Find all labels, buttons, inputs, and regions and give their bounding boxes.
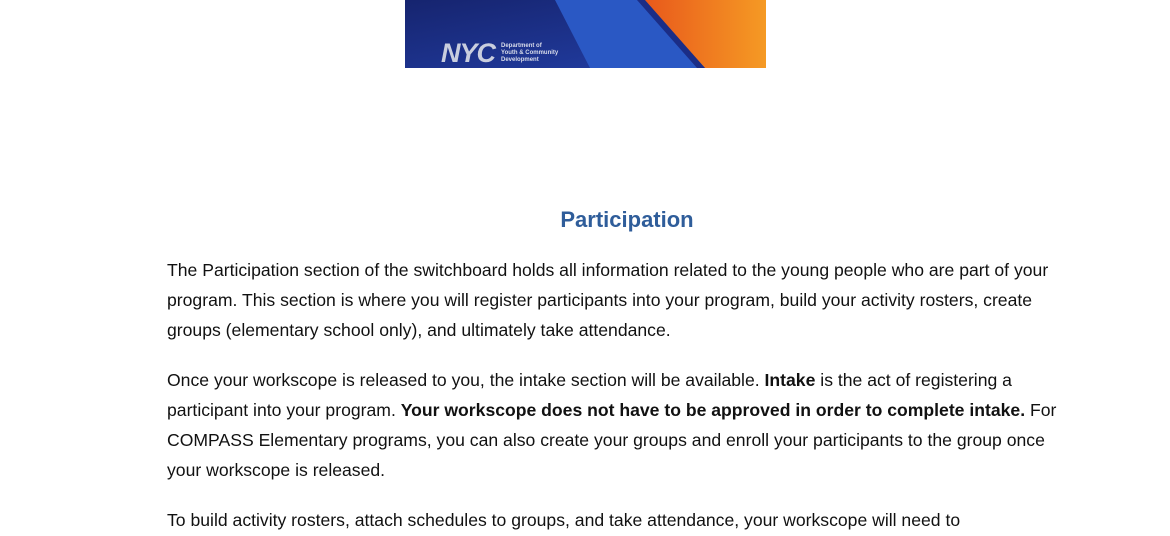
paragraph-intake: Once your workscope is released to you, the intake section will be available. Intake is the act of registering a participant into your program. Your workscope does not have to be approved in order to complete intake. For COMPASS Elementary programs, you can also create your groups and enroll your participants to the group once your workscope is released.	[167, 370, 1057, 480]
nyc-logo-mark: NYC	[441, 38, 496, 68]
header-banner	[405, 0, 766, 68]
section-title: Participation	[560, 207, 694, 232]
approval-note: Your workscope does not have to be approved in order to complete intake.	[400, 400, 1026, 420]
intake-term: Intake	[764, 370, 816, 390]
dycd-wordmark: Department of Youth & Community Development	[501, 42, 559, 63]
nyc-logo	[441, 39, 558, 67]
paragraph-rosters: To build activity rosters, attach schedules to groups, and take attendance, your workscope will need to	[167, 510, 961, 530]
paragraph-overview: The Participation section of the switchboard holds all information related to the young people who are part of your program. This section is where you will register participants into your program, build your activity rosters, create groups (elementary school only), and ultimately take attendance.	[167, 260, 1049, 340]
